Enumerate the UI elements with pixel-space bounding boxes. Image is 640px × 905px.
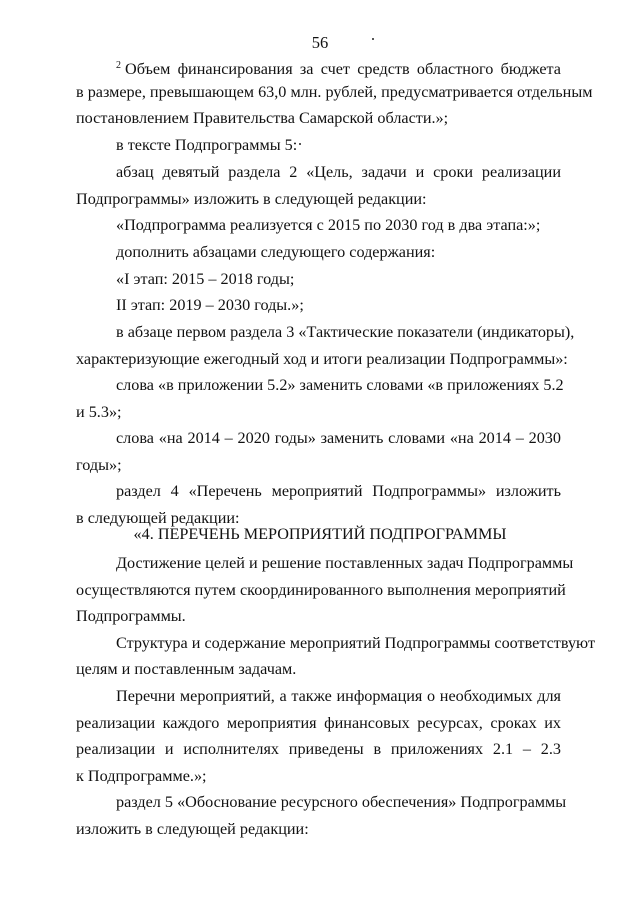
paragraph: слова «в приложении 5.2» заменить словами «в приложениях 5.2 [116,376,564,394]
paragraph: реализации и исполнителях приведены в приложениях 2.1 – 2.3 [76,740,561,758]
paragraph: абзац девятый раздела 2 «Цель, задачи и сроки реализации [116,163,561,181]
paragraph: в следующей редакции: [76,509,240,527]
paragraph: целям и поставленным задачам. [76,660,297,678]
paragraph: Подпрограммы. [76,607,186,625]
paragraph: характеризующие ежегодный ход и итоги реализации Подпрограммы»: [76,350,568,368]
paragraph: осуществляются путем скоординированного выполнения мероприятий [76,581,566,599]
footnote-marker: 2 [116,60,121,71]
paragraph: изложить в следующей редакции: [76,820,309,838]
paragraph: дополнить абзацами следующего содержания: [116,243,436,261]
paragraph: реализации каждого мероприятия финансовых ресурсах, сроках их [76,714,561,732]
paragraph: годы»; [76,456,122,474]
paragraph: Подпрограммы» изложить в следующей редакции: [76,190,427,208]
paragraph: II этап: 2019 – 2030 годы.»; [116,296,304,314]
paragraph: в тексте Подпрограммы 5: [116,136,298,154]
paragraph: раздел 5 «Обоснование ресурсного обеспечения» Подпрограммы [116,793,567,811]
paragraph: раздел 4 «Перечень мероприятий Подпрограммы» изложить [116,482,561,500]
paragraph: в абзаце первом раздела 3 «Тактические показатели (индикаторы), [116,323,575,341]
page-number: 56 [311,33,329,52]
paragraph: «I этап: 2015 – 2018 годы; [116,270,295,288]
scan-speck [372,38,374,40]
paragraph: Структура и содержание мероприятий Подпрограммы соответствуют [116,634,596,652]
footnote-line: в размере, превышающем 63,0 млн. рублей, предусматривается отдельным [76,83,593,101]
section-heading: «4. ПЕРЕЧЕНЬ МЕРОПРИЯТИЙ ПОДПРОГРАММЫ [133,525,507,543]
paragraph: «Подпрограмма реализуется с 2015 по 2030 год в два этапа:»; [116,216,541,234]
scan-speck [299,143,301,145]
paragraph: слова «на 2014 – 2020 годы» заменить словами «на 2014 – 2030 [116,429,561,447]
paragraph: Перечни мероприятий, а также информация о необходимых для [116,687,561,705]
footnote-line: $^2$ Объем финансирования за счет средств областного бюджета [116,60,561,78]
paragraph: к Подпрограмме.»; [76,767,207,785]
paragraph: и 5.3»; [76,403,122,421]
paragraph: Достижение целей и решение поставленных задач Подпрограммы [116,554,574,572]
footnote-line: постановлением Правительства Самарской области.»; [76,109,449,127]
